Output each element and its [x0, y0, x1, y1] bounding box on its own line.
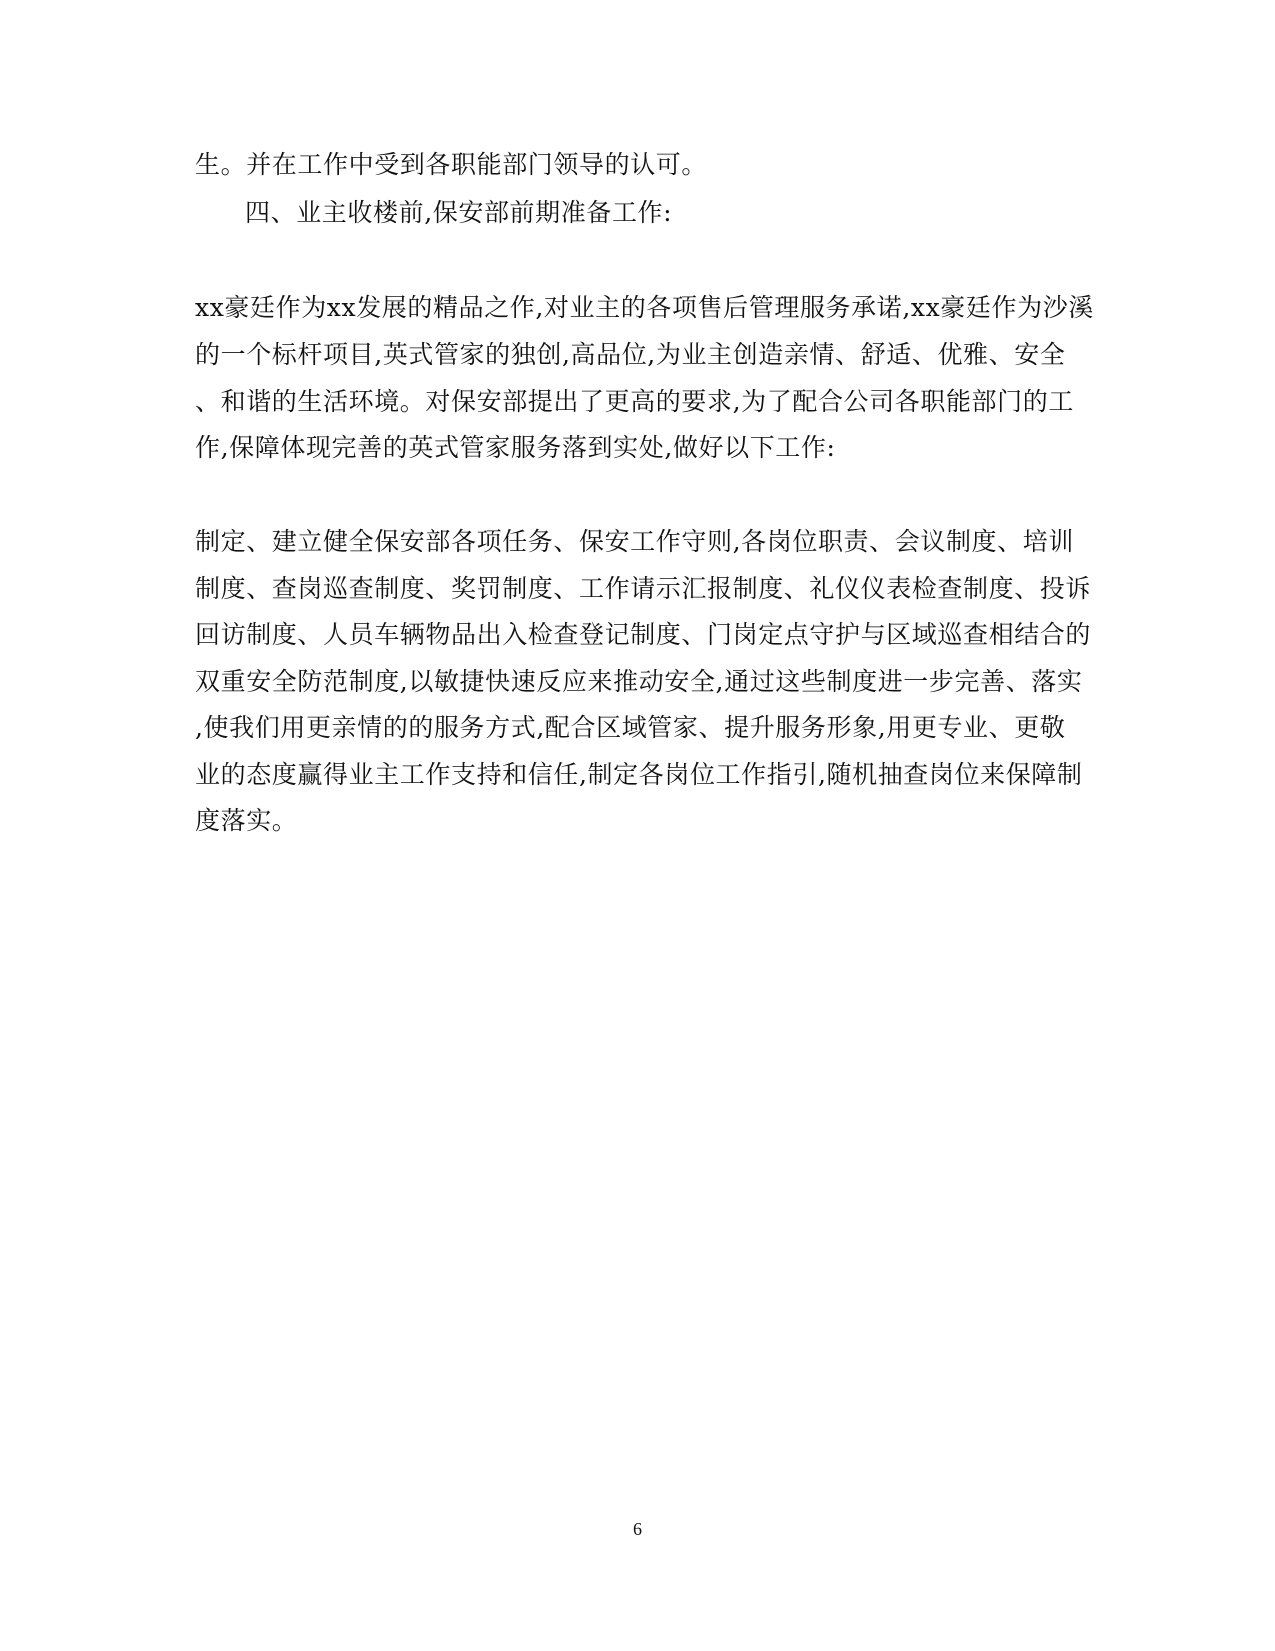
- text-line: 业的态度赢得业主工作支持和信任,制定各岗位工作指引,随机抽查岗位来保障制: [195, 760, 1083, 789]
- text-line: 、和谐的生活环境。对保安部提出了更高的要求,为了配合公司各职能部门的工: [195, 387, 1074, 416]
- text-line: 度落实。: [195, 806, 298, 835]
- text-line: 生。并在工作中受到各职能部门领导的认可。: [195, 150, 708, 179]
- text-line: xx豪廷作为xx发展的精品之作,对业主的各项售后管理服务承诺,xx豪廷作为沙溪: [195, 293, 1094, 322]
- section-heading: 四、业主收楼前,保安部前期准备工作:: [245, 198, 673, 227]
- text-line: 回访制度、人员车辆物品出入检查登记制度、门岗定点守护与区域巡查相结合的: [195, 620, 1092, 649]
- text-line: 双重安全防范制度,以敏捷快速反应来推动安全,通过这些制度进一步完善、落实: [195, 667, 1083, 696]
- page-number: 6: [633, 1519, 642, 1539]
- text-line: 的一个标杆项目,英式管家的独创,高品位,为业主创造亲情、舒适、优雅、安全: [195, 340, 1066, 369]
- text-line: ,使我们用更亲情的的服务方式,配合区域管家、提升服务形象,用更专业、更敬: [195, 713, 1066, 742]
- text-line: 制度、查岗巡查制度、奖罚制度、工作请示汇报制度、礼仪仪表检查制度、投诉: [195, 574, 1092, 603]
- text-line: 作,保障体现完善的英式管家服务落到实处,做好以下工作:: [195, 433, 836, 462]
- text-line: 制定、建立健全保安部各项任务、保安工作守则,各岗位职责、会议制度、培训: [195, 527, 1074, 556]
